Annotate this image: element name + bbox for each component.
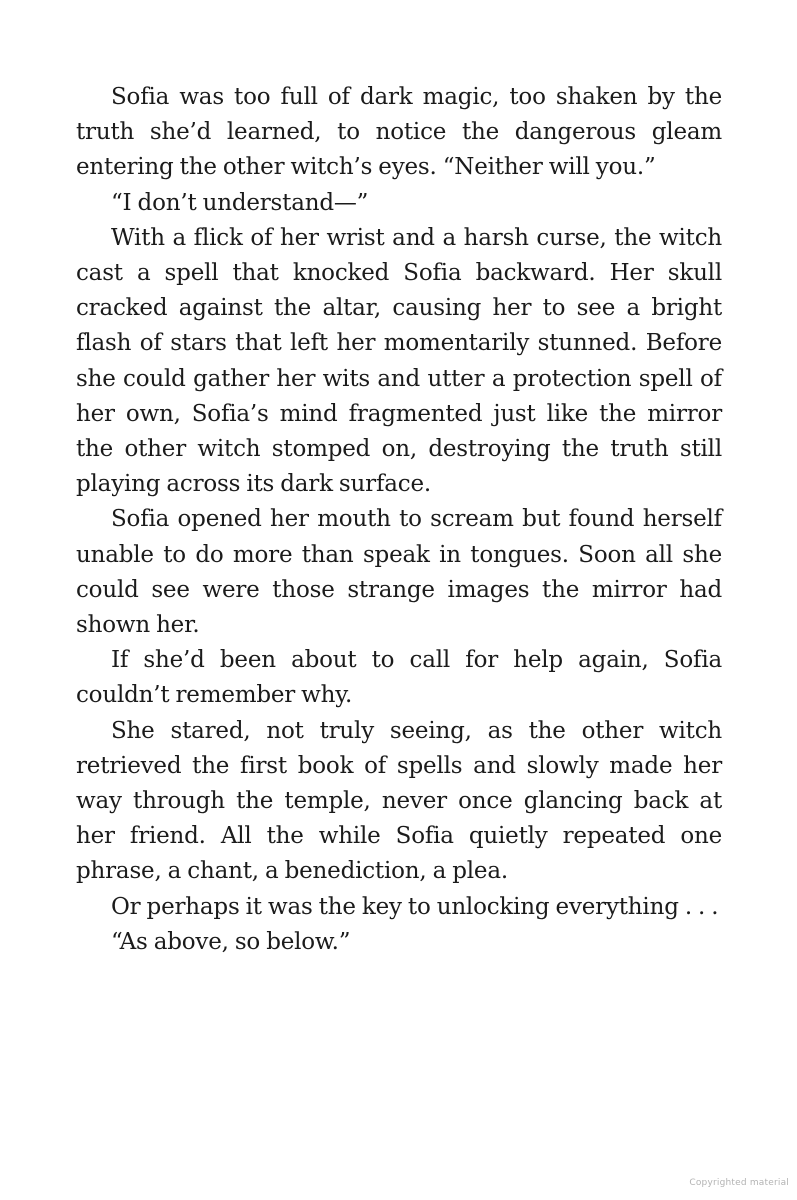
- paragraph: “As above, so below.”: [111, 928, 351, 955]
- paragraph: With a flick of her wrist and a harsh curse, the witch cast a spell that knocked Sofia backward. Her skull cracked against the altar, causing her to see a bright flash of stars that left her momentarily stunned. Before she could gather her wits and utter a protection spell of her own, Sofia’s mind fragmented just like the mirror the other witch stomped on, destroying the truth still playing across its dark surface.: [76, 224, 722, 498]
- paragraph: Sofia was too full of dark magic, too shaken by the truth she’d learned, to notice the dangerous gleam entering the other witch’s eyes. “Neither will you.”: [76, 84, 722, 181]
- paragraph: If she’d been about to call for help again, Sofia couldn’t remember why.: [76, 647, 722, 709]
- copyright-watermark: Copyrighted material: [689, 1178, 789, 1188]
- paragraph: Sofia opened her mouth to scream but found herself unable to do more than speak in tongues. Soon all she could see were those strange images the mirror had shown her.: [76, 506, 722, 639]
- paragraph: Or perhaps it was the key to unlocking everything . . .: [111, 893, 719, 920]
- paragraph: She stared, not truly seeing, as the other witch retrieved the first book of spells and slowly made her way through the temple, never once glancing back at her friend. All the while Sofia quietly repeated one phrase, a chant, a benediction, a plea.: [76, 717, 722, 885]
- book-page-body: [76, 80, 722, 960]
- paragraph: “I don’t understand—”: [111, 189, 369, 216]
